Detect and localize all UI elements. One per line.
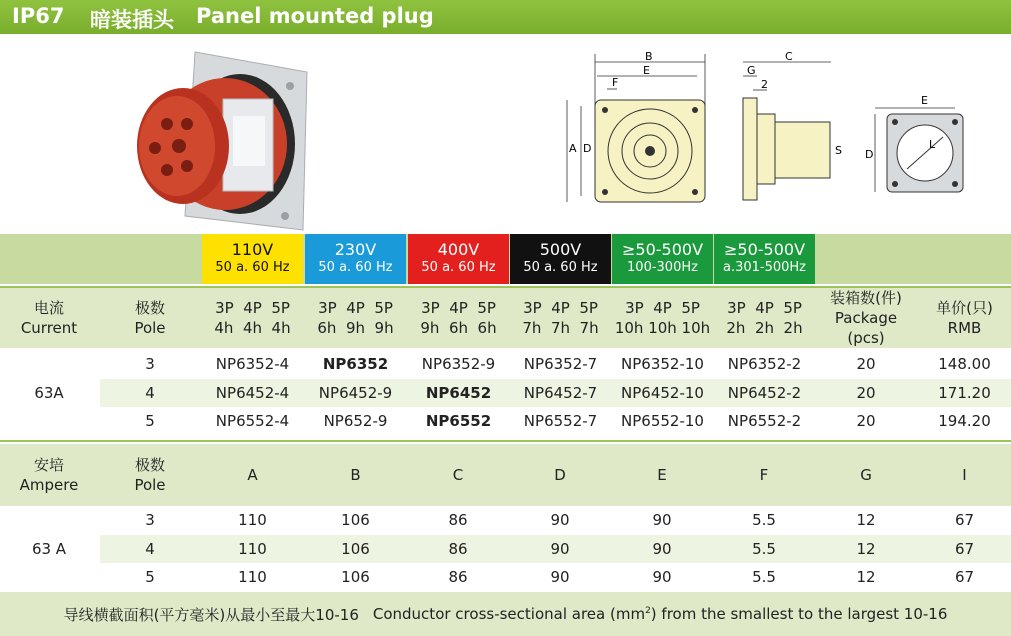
header-dimension: G: [860, 466, 872, 484]
price-cell: 194.20: [938, 412, 991, 431]
dimension-cell: 90: [550, 568, 570, 587]
dimension-cell: 12: [856, 511, 876, 529]
voltage-label: 230V: [334, 240, 377, 259]
title-bar: [0, 0, 1011, 34]
dimension-cell: 12: [856, 568, 876, 587]
dim-label-b: B: [645, 50, 653, 63]
model-code-cell: NP6452-10: [621, 383, 704, 402]
dimension-cell: 5.5: [752, 568, 776, 587]
frequency-label: 50 a. 60 Hz: [215, 260, 290, 275]
table-row: [100, 506, 1011, 534]
table-row: [100, 535, 1011, 563]
header-dimension: E: [657, 466, 667, 484]
model-code-cell: NP6452: [425, 383, 492, 402]
package-cell: 20: [856, 412, 876, 431]
dim-label-c: C: [785, 50, 793, 63]
dim-label-2: 2: [761, 78, 768, 91]
header-package: 装箱数(件) Package (pcs): [830, 289, 902, 347]
table-row: [100, 350, 1011, 378]
model-code-cell: NP6352-10: [621, 355, 704, 373]
table2-body: [0, 506, 1011, 592]
voltage-bar-blank-1: [0, 234, 98, 284]
voltage-cell: [510, 234, 611, 284]
footer-text-en: Conductor cross-sectional area $(mm^2)$ from the smallest to the largest 10-16: [372, 605, 948, 623]
hour-position-label: 7h 7h 7h: [522, 319, 599, 337]
model-code-cell: NP6352-2: [727, 355, 802, 373]
dimension-cell: 86: [448, 539, 468, 558]
ip-rating: IP67: [12, 4, 65, 28]
header-dimension: F: [759, 466, 769, 484]
ampere-value: 63 A: [0, 506, 98, 592]
header-pole-config: [305, 288, 406, 348]
dimension-cell: 67: [954, 539, 975, 558]
dimension-cell: 90: [652, 539, 672, 558]
dimension-cell: 5.5: [752, 539, 776, 558]
dim-label-e: E: [643, 64, 650, 77]
model-code-cell: NP6552-10: [621, 412, 704, 431]
model-code-cell: NP652-9: [323, 412, 388, 431]
dim-label-s: S: [835, 144, 842, 157]
pole-count-label: 3P 4P 5P: [421, 299, 496, 317]
model-code-cell: NP6552-2: [727, 412, 802, 431]
voltage-cell: [202, 234, 303, 284]
hour-position-label: 4h 4h 4h: [214, 319, 291, 337]
voltage-bar-blank-3: [816, 234, 916, 284]
dimension-cell: 106: [341, 511, 370, 529]
package-cell: 20: [856, 355, 876, 373]
dimension-cell: 110: [238, 511, 267, 529]
dimension-cell: 90: [550, 539, 570, 558]
voltage-bar-row: [0, 234, 1011, 284]
dim-label-f: F: [612, 76, 619, 89]
frequency-label: 100-300Hz: [627, 260, 698, 275]
voltage-cell: [408, 234, 509, 284]
header-pole-config: [612, 288, 713, 348]
dim-label-a: A: [569, 142, 577, 155]
table-row: [100, 407, 1011, 435]
model-code-cell: NP6552-7: [523, 412, 598, 431]
dimension-cell: 5.5: [752, 511, 776, 529]
header-dimension: B: [350, 466, 361, 484]
frequency-label: 50 a. 60 Hz: [421, 260, 496, 275]
dimension-cell: 110: [238, 539, 267, 558]
model-code-cell: NP6452-9: [318, 383, 393, 402]
pole-cell: 3: [145, 511, 155, 529]
pole-cell: 3: [145, 355, 155, 373]
pole-cell: 5: [145, 568, 155, 587]
hour-position-label: 9h 6h 6h: [420, 319, 497, 337]
dimension-cell: 86: [448, 568, 468, 587]
pole-cell: 5: [145, 412, 155, 431]
table1-header: [0, 288, 1011, 348]
header-pole-2: 极数 Pole: [134, 456, 166, 494]
frequency-label: a.301-500Hz: [722, 260, 806, 275]
header-pole: 极数 Pole: [134, 299, 166, 337]
price-cell: 171.20: [938, 383, 991, 402]
model-code-cell: NP6352-7: [523, 355, 598, 373]
dimension-cell: 90: [652, 568, 672, 587]
voltage-label: ≥50-500V: [621, 240, 704, 259]
hour-position-label: 10h 10h 10h: [614, 319, 711, 337]
dimension-cell: 86: [448, 511, 468, 529]
header-dimension: D: [554, 466, 566, 484]
voltage-label: 110V: [231, 240, 274, 259]
model-code-cell: NP6352: [322, 355, 389, 373]
voltage-cell: [305, 234, 406, 284]
header-current: 电流 Current: [20, 299, 78, 337]
price-cell: 148.00: [938, 355, 991, 373]
model-code-cell: NP6552: [425, 412, 492, 431]
footer-note: [0, 592, 1011, 636]
hour-position-label: 6h 9h 9h: [317, 319, 394, 337]
dimension-cell: 67: [954, 511, 975, 529]
title-english: Panel mounted plug: [196, 4, 434, 28]
model-code-cell: NP6552-4: [215, 412, 290, 431]
pole-cell: 4: [145, 539, 155, 558]
model-code-cell: NP6452-7: [523, 383, 598, 402]
dim-label-l: L: [929, 138, 936, 151]
plug-photo: [125, 44, 315, 234]
hour-position-label: 2h 2h 2h: [726, 319, 803, 337]
frequency-label: 50 a. 60 Hz: [523, 260, 598, 275]
model-code-cell: NP6452-2: [727, 383, 802, 402]
voltage-label: ≥50-500V: [723, 240, 806, 259]
voltage-bar-blank-2: [100, 234, 200, 284]
dimension-cell: 67: [954, 568, 975, 587]
header-pole-config: [714, 288, 815, 348]
dimension-cell: 106: [341, 568, 370, 587]
header-pole-config: [408, 288, 509, 348]
title-chinese: 暗装插头: [90, 8, 174, 32]
table2-header: [0, 444, 1011, 506]
dimension-cell: 106: [341, 539, 370, 558]
table-row: [100, 379, 1011, 407]
dimension-cell: 90: [652, 511, 672, 529]
header-dimension: A: [247, 466, 258, 484]
voltage-label: 500V: [539, 240, 582, 259]
dimension-cell: 90: [550, 511, 570, 529]
pole-count-label: 3P 4P 5P: [727, 299, 802, 317]
model-code-cell: NP6352-4: [215, 355, 290, 373]
header-ampere: 安培 Ampere: [19, 456, 79, 494]
figure-area: [0, 34, 1011, 234]
table1-body: [0, 350, 1011, 436]
dimension-cell: 110: [238, 568, 267, 587]
voltage-cell: [612, 234, 713, 284]
pole-count-label: 3P 4P 5P: [215, 299, 290, 317]
header-pole-config: [202, 288, 303, 348]
header-pole-config: [510, 288, 611, 348]
pole-count-label: 3P 4P 5P: [523, 299, 598, 317]
dim-label-d-cutout: D: [865, 148, 874, 161]
dimension-cell: 12: [856, 539, 876, 558]
model-code-cell: NP6452-4: [215, 383, 290, 402]
header-dimension: I: [962, 466, 967, 484]
pole-count-label: 3P 4P 5P: [625, 299, 700, 317]
front-view-diagram: [555, 34, 715, 219]
side-view-diagram: [735, 34, 840, 219]
pole-cell: 4: [145, 383, 155, 402]
package-cell: 20: [856, 383, 876, 402]
footer-text-cn: 导线横截面积(平方毫米)从最小至最大10-16: [63, 605, 359, 624]
voltage-label: 400V: [437, 240, 480, 259]
divider: [0, 440, 1011, 442]
panel-cutout-diagram: [855, 34, 975, 204]
dim-label-e-cutout: E: [921, 94, 928, 107]
pole-count-label: 3P 4P 5P: [318, 299, 393, 317]
dim-label-d: D: [583, 142, 592, 155]
model-code-cell: NP6352-9: [421, 355, 496, 373]
dim-label-g: G: [747, 64, 756, 77]
header-price: 单价(只) RMB: [936, 299, 993, 337]
current-value: 63A: [0, 350, 98, 436]
header-dimension: C: [452, 466, 464, 484]
table-row: [100, 563, 1011, 591]
frequency-label: 50 a. 60 Hz: [318, 260, 393, 275]
voltage-cell: [714, 234, 815, 284]
voltage-bar-blank-4: [918, 234, 1011, 284]
